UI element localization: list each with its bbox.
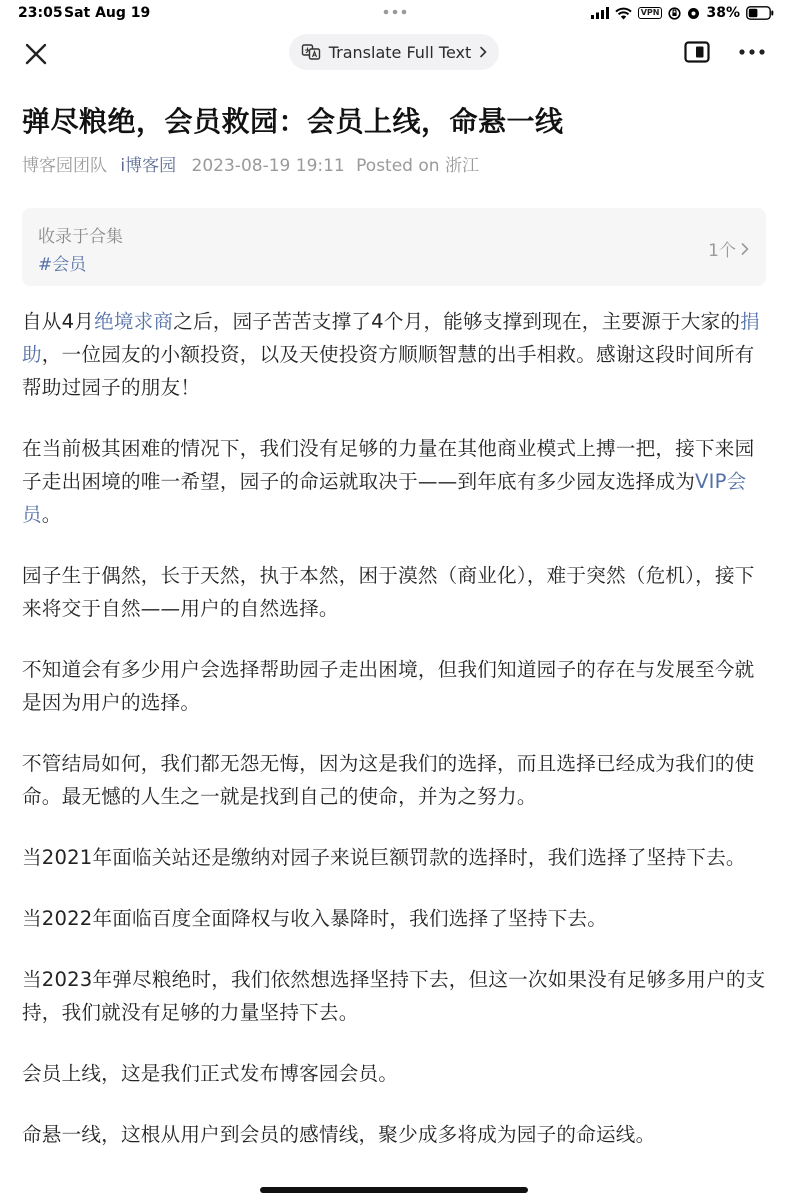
- paragraph: 园子生于偶然，长于天然，执于本然，困于漠然（商业化），难于突然（危机），接下来将交于自然——用户的自然选择。: [22, 564, 755, 620]
- close-icon[interactable]: [22, 40, 50, 68]
- paragraph: 会员上线，这是我们正式发布博客园会员。: [22, 1062, 399, 1085]
- wifi-icon: [615, 7, 632, 20]
- collection-count-text: 1个: [708, 241, 736, 261]
- home-indicator[interactable]: [260, 1187, 528, 1193]
- paragraph-text: 自从4月: [22, 310, 95, 333]
- status-time: 23:05: [18, 5, 63, 21]
- collection-count[interactable]: [708, 236, 750, 261]
- multitask-dots-icon[interactable]: [382, 6, 408, 18]
- reader-mode-icon[interactable]: [684, 41, 710, 63]
- more-icon[interactable]: [738, 40, 766, 64]
- collection-card[interactable]: [22, 208, 766, 286]
- vpn-badge: VPN: [638, 7, 663, 19]
- account-name-link[interactable]: i博客园: [120, 156, 177, 176]
- translate-label: Translate Full Text: [328, 42, 472, 62]
- jiejing-qiushang-link[interactable]: 绝境求商: [94, 310, 174, 333]
- translate-full-text-button[interactable]: [289, 34, 499, 70]
- battery-icon: [746, 6, 774, 20]
- status-indicators: [591, 4, 774, 22]
- status-date: Sat Aug 19: [64, 5, 151, 21]
- paragraph: 当2022年面临百度全面降权与收入暴降时，我们选择了坚持下去。: [22, 907, 608, 930]
- paragraph: 不知道会有多少用户会选择帮助园子走出困境，但我们知道园子的存在与发展至今就是因为用户的选择。: [22, 658, 755, 714]
- paragraph-text: 之后，园子苦苦支撑了4个月，能够支撑到现在，主要源于大家的: [173, 310, 741, 333]
- article-author[interactable]: 博客园团队: [22, 156, 107, 176]
- paragraph: 命悬一线，这根从用户到会员的感情线，聚少成多将成为园子的命运线。: [22, 1123, 656, 1146]
- lock-rotation-icon: [668, 7, 681, 20]
- publish-location: Posted on 浙江: [356, 156, 479, 176]
- collection-label: 收录于合集: [38, 227, 123, 247]
- paragraph-text: ，一位园友的小额投资，以及天使投资方顺顺智慧的出手相救。感谢这段时间所有帮助过园子的朋友！: [22, 343, 755, 399]
- chevron-right-icon: [479, 46, 487, 58]
- paragraph: [22, 432, 770, 531]
- paragraph: 不管结局如何，我们都无怨无悔，因为这是我们的选择，而且选择已经成为我们的使命。最无憾的人生之一就是找到自己的使命，并为之努力。: [22, 752, 755, 808]
- chevron-right-icon: [740, 242, 750, 256]
- collection-tag-link[interactable]: #会员: [38, 255, 87, 275]
- battery-percent: 38%: [706, 5, 740, 21]
- article-body: [22, 305, 770, 1179]
- paragraph: [22, 305, 770, 404]
- paragraph-text: 。: [41, 503, 62, 526]
- article-meta: [22, 151, 479, 176]
- article-title: 弹尽粮绝，会员救园：会员上线，命悬一线: [22, 105, 564, 138]
- donation-link[interactable]: 捐助: [22, 310, 760, 366]
- publish-date: 2023-08-19 19:11: [191, 156, 345, 176]
- signal-icon: [591, 7, 609, 19]
- paragraph-text: 在当前极其困难的情况下，我们没有足够的力量在其他商业模式上搏一把，接下来园子走出困境的唯一希望，园子的命运就取决于——到年底有多少园友选择成为: [22, 437, 755, 493]
- paragraph: 当2023年弹尽粮绝时，我们依然想选择坚持下去，但这一次如果没有足够多用户的支持，我们就没有足够的力量坚持下去。: [22, 968, 766, 1024]
- paragraph: 当2021年面临关站还是缴纳对园子来说巨额罚款的选择时，我们选择了坚持下去。: [22, 846, 746, 869]
- focus-icon: [687, 7, 700, 20]
- vip-member-link[interactable]: VIP会员: [22, 470, 747, 526]
- translate-icon: [301, 42, 321, 62]
- status-bar: [0, 0, 788, 26]
